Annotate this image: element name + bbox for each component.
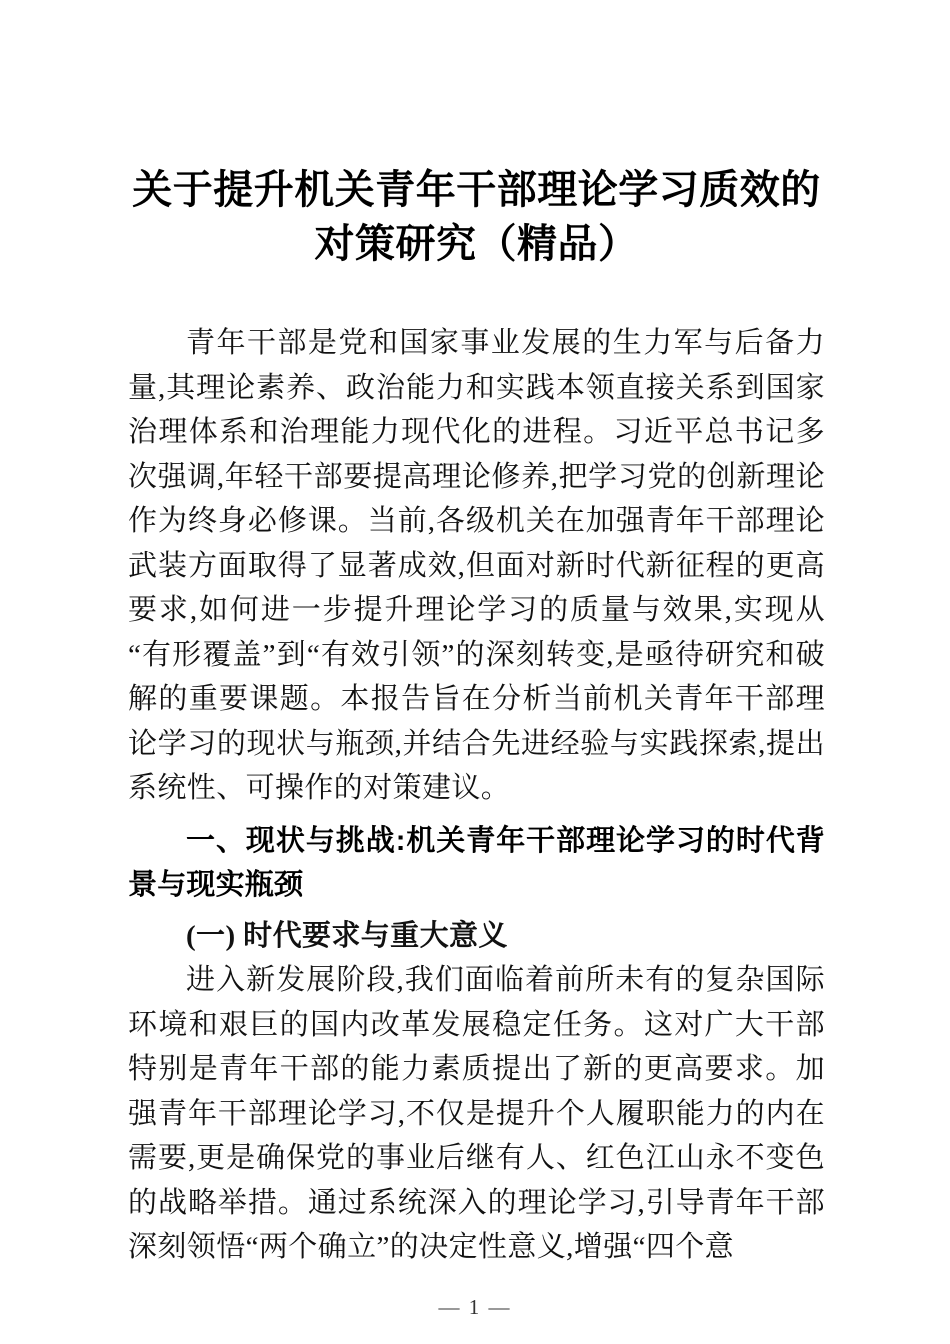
page-number-footer: — 1 — xyxy=(438,1295,512,1319)
body-paragraph-1-1: 进入新发展阶段,我们面临着前所未有的复杂国际环境和艰巨的国内改革发展稳定任务。这对广大干部特别是青年干部的能力素质提出了新的更高要求。加强青年干部理论学习,不仅是提升个人履职能力的内在需要,更是确保党的事业后继有人、红色江山永不变色的战略举措。通过系统深入的理论学习,引导青年干部深刻领悟“两个确立”的决定性意义,增强“四个意 xyxy=(128,964,825,1263)
document-title: 关于提升机关青年干部理论学习质效的对策研究（精品） xyxy=(132,167,821,266)
section-heading-1: 一、现状与挑战:机关青年干部理论学习的时代背景与现实瓶颈 xyxy=(128,824,825,901)
subsection-heading-1-1: (一) 时代要求与重大意义 xyxy=(186,919,508,952)
page-content xyxy=(128,0,825,1270)
intro-paragraph: 青年干部是党和国家事业发展的生力军与后备力量,其理论素养、政治能力和实践本领直接关系到国家治理体系和治理能力现代化的进程。习近平总书记多次强调,年轻干部要提高理论修养,把学习党的创新理论作为终身必修课。当前,各级机关在加强青年干部理论武装方面取得了显著成效,但面对新时代新征程的更高要求,如何进一步提升理论学习的质量与效果,实现从“有形覆盖”到“有效引领”的深刻转变,是亟待研究和破解的重要课题。本报告旨在分析当前机关青年干部理论学习的现状与瓶颈,并结合先进经验与实践探索,提出系统性、可操作的对策建议。 xyxy=(128,327,825,804)
